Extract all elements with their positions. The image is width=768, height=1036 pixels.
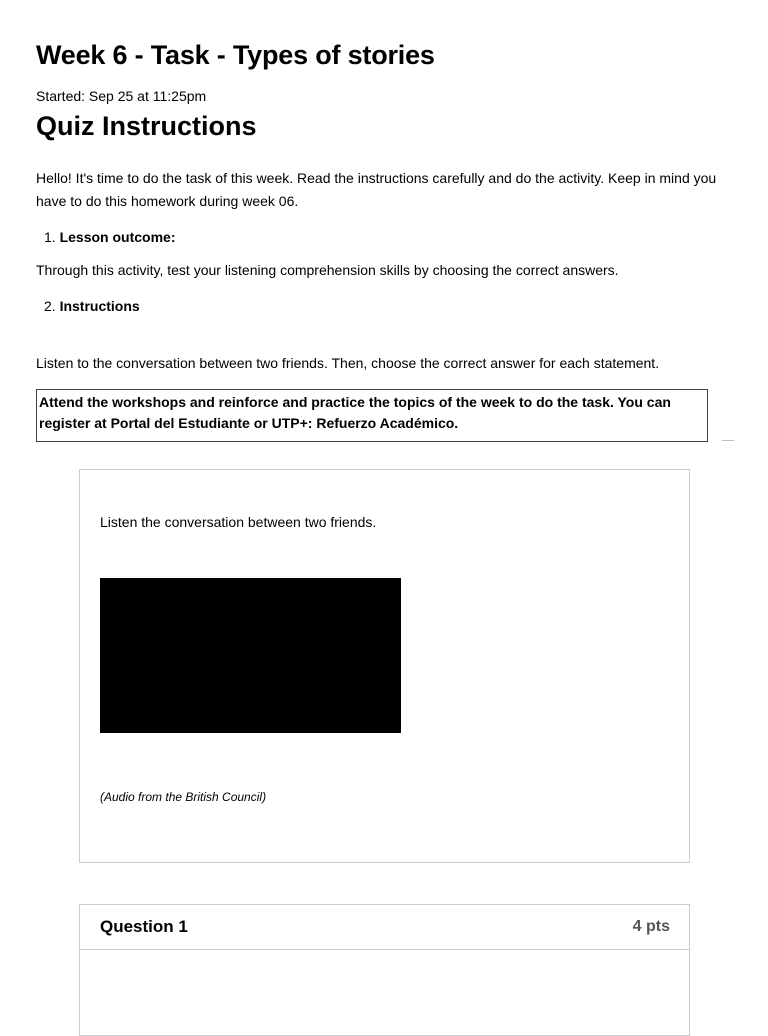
question-card xyxy=(79,904,690,1036)
workshop-notice: Attend the workshops and reinforce and practice the topics of the week to do the task. You can register at Portal del Estudiante or UTP+: Refuerzo Académico. xyxy=(36,389,708,442)
intro-paragraph: Hello! It's time to do the task of this week. Read the instructions carefully and do the activity. Keep in mind you have to do this homework during week 06. xyxy=(36,170,717,209)
divider xyxy=(722,440,734,441)
question-title: Question 1 xyxy=(100,917,188,936)
audio-card-text: Listen the conversation between two friends. xyxy=(100,514,377,530)
quiz-instructions-heading: Quiz Instructions xyxy=(36,111,257,141)
media-player[interactable] xyxy=(100,578,401,733)
lesson-outcome-label: Lesson outcome: xyxy=(59,229,176,245)
audio-card xyxy=(79,469,690,863)
instructions-text: Listen to the conversation between two friends. Then, choose the correct answer for each statement. xyxy=(36,355,660,371)
question-points: 4 pts xyxy=(632,918,670,935)
lesson-outcome-text: Through this activity, test your listening comprehension skills by choosing the correct answers. xyxy=(36,262,619,278)
question-header xyxy=(80,905,689,950)
instructions-label: Instructions xyxy=(59,298,140,314)
list-number: 2. xyxy=(44,298,56,314)
audio-credit: (Audio from the British Council) xyxy=(100,790,267,804)
instructions-item xyxy=(44,298,140,314)
lesson-outcome-item xyxy=(44,229,175,245)
started-timestamp: Started: Sep 25 at 11:25pm xyxy=(36,88,207,104)
list-number: 1. xyxy=(44,229,56,245)
page-title: Week 6 - Task - Types of stories xyxy=(36,40,435,70)
